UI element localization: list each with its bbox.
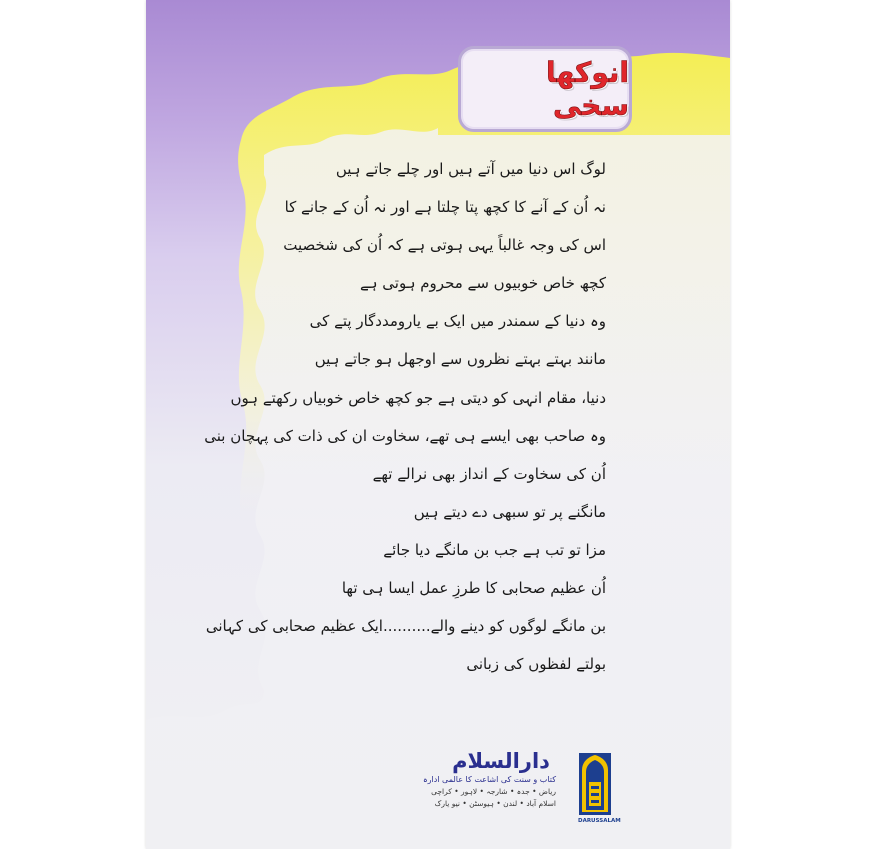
poem-line: مانند بہتے بہتے نظروں سے اوجھل ہو جاتے ہیں [314,350,606,369]
poem-line: اُن عظیم صحابی کا طرزِ عمل ایسا ہی تھا [341,579,606,598]
poem-line: مانگنے پر تو سبھی دے دیتے ہیں [413,502,606,521]
publisher-tagline: کتاب و سنت کی اشاعت کا عالمی ادارہ [422,775,556,784]
book-title: انوکھا سخی [546,56,629,122]
publisher-name: دارالسلام [452,749,550,773]
poem-line: وہ دنیا کے سمندر میں ایک بے یارومددگار پتے کی [309,312,606,331]
poem-line: اس کی وجہ غالباً یہی ہوتی ہے کہ اُن کی شخصیت [283,236,606,255]
publisher-cities-1: ریاض • جدہ • شارجہ • لاہور • کراچی [431,787,556,796]
book-back-cover [146,0,730,849]
publisher-block [422,748,556,818]
title-label-box [458,46,632,132]
poem-text [204,150,606,683]
poem-line: مزا تو تب ہے جب بن مانگے دیا جائے [383,540,606,559]
poem-line: وہ صاحب بھی ایسے ہی تھے، سخاوت ان کی ذات کی پہچان بنی [204,426,606,445]
poem-line: بن مانگے لوگوں کو دینے والے..........ایک عظیم صحابی کی کہانی [205,617,606,636]
poem-line: کچھ خاص خوبیوں سے محروم ہوتی ہے [359,274,606,293]
poem-line: اُن کی سخاوت کے انداز بھی نرالے تھے [372,464,606,483]
logo-emblem-icon [578,752,612,816]
poem-line: دنیا، مقام انہی کو دیتی ہے جو کچھ خاص خوبیاں رکھتے ہوں [230,388,606,407]
logo-caption: DARUSSALAM [578,818,621,824]
poem-line: نہ اُن کے آنے کا کچھ پتا چلتا ہے اور نہ اُن کے جانے کا [284,198,606,217]
poem-line: بولتے لفظوں کی زبانی [466,655,606,674]
darussalam-logo [578,752,621,824]
publisher-cities-2: اسلام آباد • لندن • ہیوسٹن • نیو یارک [434,799,556,808]
poem-line: لوگ اس دنیا میں آتے ہیں اور چلے جاتے ہیں [335,160,606,178]
